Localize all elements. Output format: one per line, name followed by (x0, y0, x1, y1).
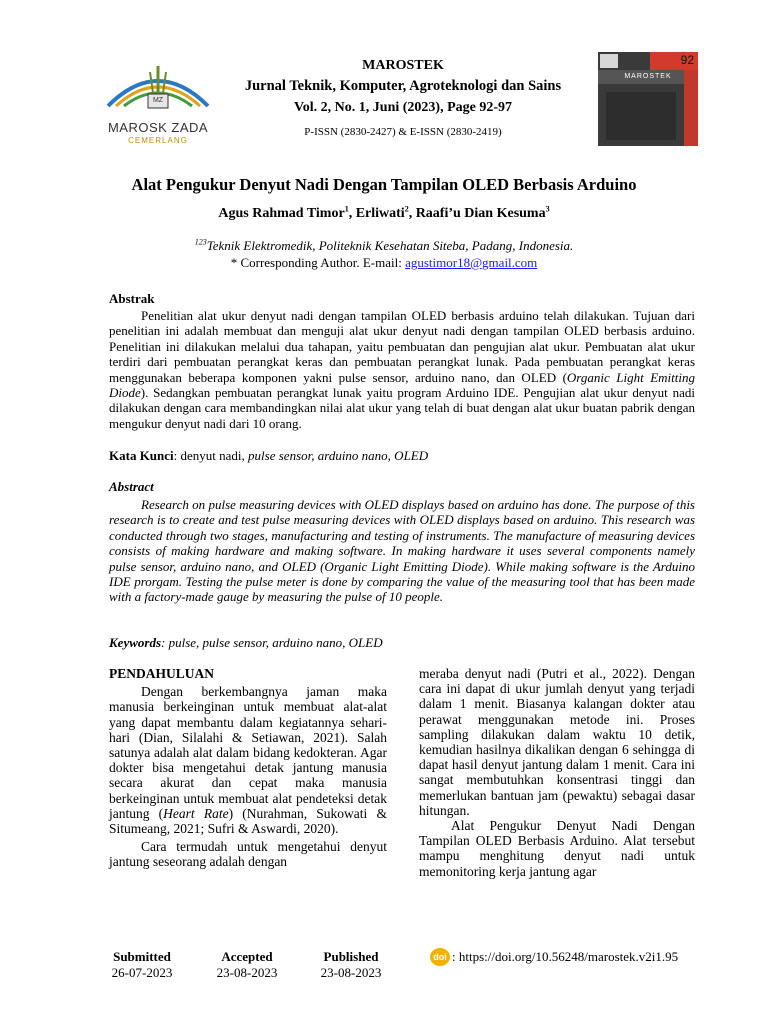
submitted-label: Submitted (113, 949, 171, 964)
doi-link[interactable]: : https://doi.org/10.56248/marostek.v2i1.95 (452, 949, 679, 964)
email-link[interactable]: agustimor18@gmail.com (405, 255, 538, 270)
abstrak-body-end: ). Sedangkan pembuatan perangkat lunak yaitu program Arduino IDE. Pengujian alat ukur denyut nadi dilakukan dengan cara membandingkan nilai alat ukur yang telah di buat dengan alat ukur buatan pabrik dengan mengukur denyut nadi dari 10 orang. (109, 385, 695, 431)
author-name: Erliwati (355, 206, 405, 221)
affiliation (80, 238, 688, 254)
article-authors: Agus Rahmad Timor$^1$, Erliwati$^2$, Raafi’u Dian Kesuma$^3$ (218, 204, 550, 221)
journal-logo (104, 56, 212, 148)
affiliation-text: Teknik Elektromedik, Politeknik Kesehatan Siteba, Padang, Indonesia. (206, 238, 574, 253)
logo-name: MAROSK ZADA (107, 120, 209, 135)
published-label: Published (323, 949, 379, 964)
journal-cover-thumbnail (598, 52, 698, 146)
abstrak-italic: Organic Light Emitting Diode (109, 369, 695, 401)
paragraph: Alat Pengukur Denyut Nadi Dengan Tampilan OLED Berbasis Arduino. Alat tersebut mampu menghitung denyut nadi untuk memonitoring kerja jantung agar (419, 818, 695, 879)
accepted-label: Accepted (221, 949, 273, 964)
keywords-label: Keywords (109, 635, 161, 650)
author-sup: 1 (344, 204, 349, 214)
paragraph-text: ) (Nurahman, Sukowati & Situmeang, 2021; Sufri & Aswardi, 2020). (109, 805, 387, 837)
paragraph-text: Dengan berkembangnya jaman maka manusia berkeinginan untuk membuat alat-alat yang dapat membantu dalam kegiatannya sehari-hari (Dian, Silalahi & Setiawan, 2021). Salah satunya adalah alat dalam bidang kedokteran. Agar dokter bisa mengetahui detak jantung manusia secara akurat dan cepat maka manusia berkeinginan untuk membuat alat pendeteksi detak jantung ( (109, 684, 387, 821)
published-date: 23-08-2023 (320, 965, 382, 980)
paragraph: Cara termudah untuk mengetahui denyut jantung seseorang adalah dengan (109, 839, 387, 870)
doi-icon: doi (430, 948, 450, 966)
abstract-text (109, 497, 695, 605)
cover-band: MAROSTEK (598, 70, 698, 84)
logo-initials: MZ (152, 97, 164, 104)
body-right-column (419, 666, 695, 879)
journal-name: MAROSTEK (362, 58, 444, 73)
kata-kunci (109, 448, 695, 464)
journal-volume: Vol. 2, No. 1, Juni (2023), Page 92-97 (293, 100, 513, 115)
journal-issn: P-ISSN (2830-2427) & E-ISSN (2830-2419) (304, 126, 502, 138)
keywords (109, 635, 695, 651)
corresponding-author (80, 255, 688, 271)
abstrak-heading: Abstrak (109, 291, 155, 306)
section-heading: PENDAHULUAN (109, 666, 215, 681)
author-sup: 3 (545, 204, 550, 214)
abstract-heading: Abstract (109, 479, 154, 494)
submitted-date: 26-07-2023 (111, 965, 173, 980)
paragraph: meraba denyut nadi (Putri et al., 2022). Dengan cara ini dapat di ukur jumlah denyut yang terjadi dalam 1 menit. Biasanya kalangan dokter atau perawat menggunakan metode ini. Proses sampling dilakukan dalam waktu 10 detik, kemudian hasilnya dikalikan dengan 6 sehingga di dapat hasil denyut jantung dalam 1 menit. Cara ini sangat membutuhkan konsentrasi tinggi dan memerlukan bantuan jam (pewaktu) sebagai dasar hitungan. (419, 666, 695, 818)
paragraph-italic: Heart Rate (163, 805, 229, 821)
author-name: Agus Rahmad Timor (218, 206, 345, 221)
kata-kunci-plain: : denyut nadi, (173, 448, 249, 463)
paragraph (109, 684, 387, 836)
cover-page-number: 92 (680, 53, 694, 67)
affiliation-sup: 123 (194, 237, 207, 247)
author-sup: 2 (404, 204, 409, 214)
abstrak-text (109, 308, 695, 431)
kata-kunci-italic: pulse sensor, arduino nano, OLED (248, 448, 429, 463)
kata-kunci-label: Kata Kunci (109, 448, 174, 463)
abstrak-body: Penelitian alat ukur denyut nadi dengan tampilan OLED berbasis arduino telah dilakukan. Tujuan dari penelitian ini adalah membuat dan menguji alat ukur denyut nadi dengan tampilan OLED berbasis arduino. Penelitian ini dilakukan melalui dua tahapan, yaitu pembuatan dan pengujian alat ukur. Pembuatan alat ukur terdiri dari pembuatan perangkat keras dan pembuatan perangkat lunak. Pada pembuatan perangkat keras menggunakan beberapa komponen yakni pulse sensor, arduino nano, dan OLED ( (109, 308, 695, 385)
accepted-date: 23-08-2023 (216, 965, 278, 980)
author-name: Raafi’u Dian Kesuma (415, 206, 546, 221)
cover-red-strip (684, 70, 698, 146)
journal-subtitle: Jurnal Teknik, Komputer, Agroteknologi dan Sains (244, 78, 562, 94)
cover-inner-panel (606, 92, 676, 140)
article-title: Alat Pengukur Denyut Nadi Dengan Tampilan OLED Berbasis Arduino (131, 175, 637, 194)
cover-logo-box (600, 54, 618, 68)
corresponding-label: * Corresponding Author. E-mail: (230, 255, 402, 270)
body-left-column (109, 666, 387, 870)
abstract-body: Research on pulse measuring devices with OLED displays based on arduino has done. The purpose of this research is to create and test pulse measuring devices with OLED displays based on arduino. This research was conducted through two stages, manufacturing and testing of instruments. The manufacture of measuring devices consists of making hardware and making software. In making hardware it uses several components namely pulse sensor, arduino nano, and OLED (Organic Light Emitting Diode). While making software is the Arduino IDE prorgam. Testing the pulse meter is done by comparing the value of the measuring tool that has been made with a factory-made gauge by measuring the pulse of 10 people. (109, 497, 695, 605)
keywords-text: : pulse, pulse sensor, arduino nano, OLED (161, 635, 383, 650)
logo-tagline: CEMERLANG (128, 136, 188, 145)
